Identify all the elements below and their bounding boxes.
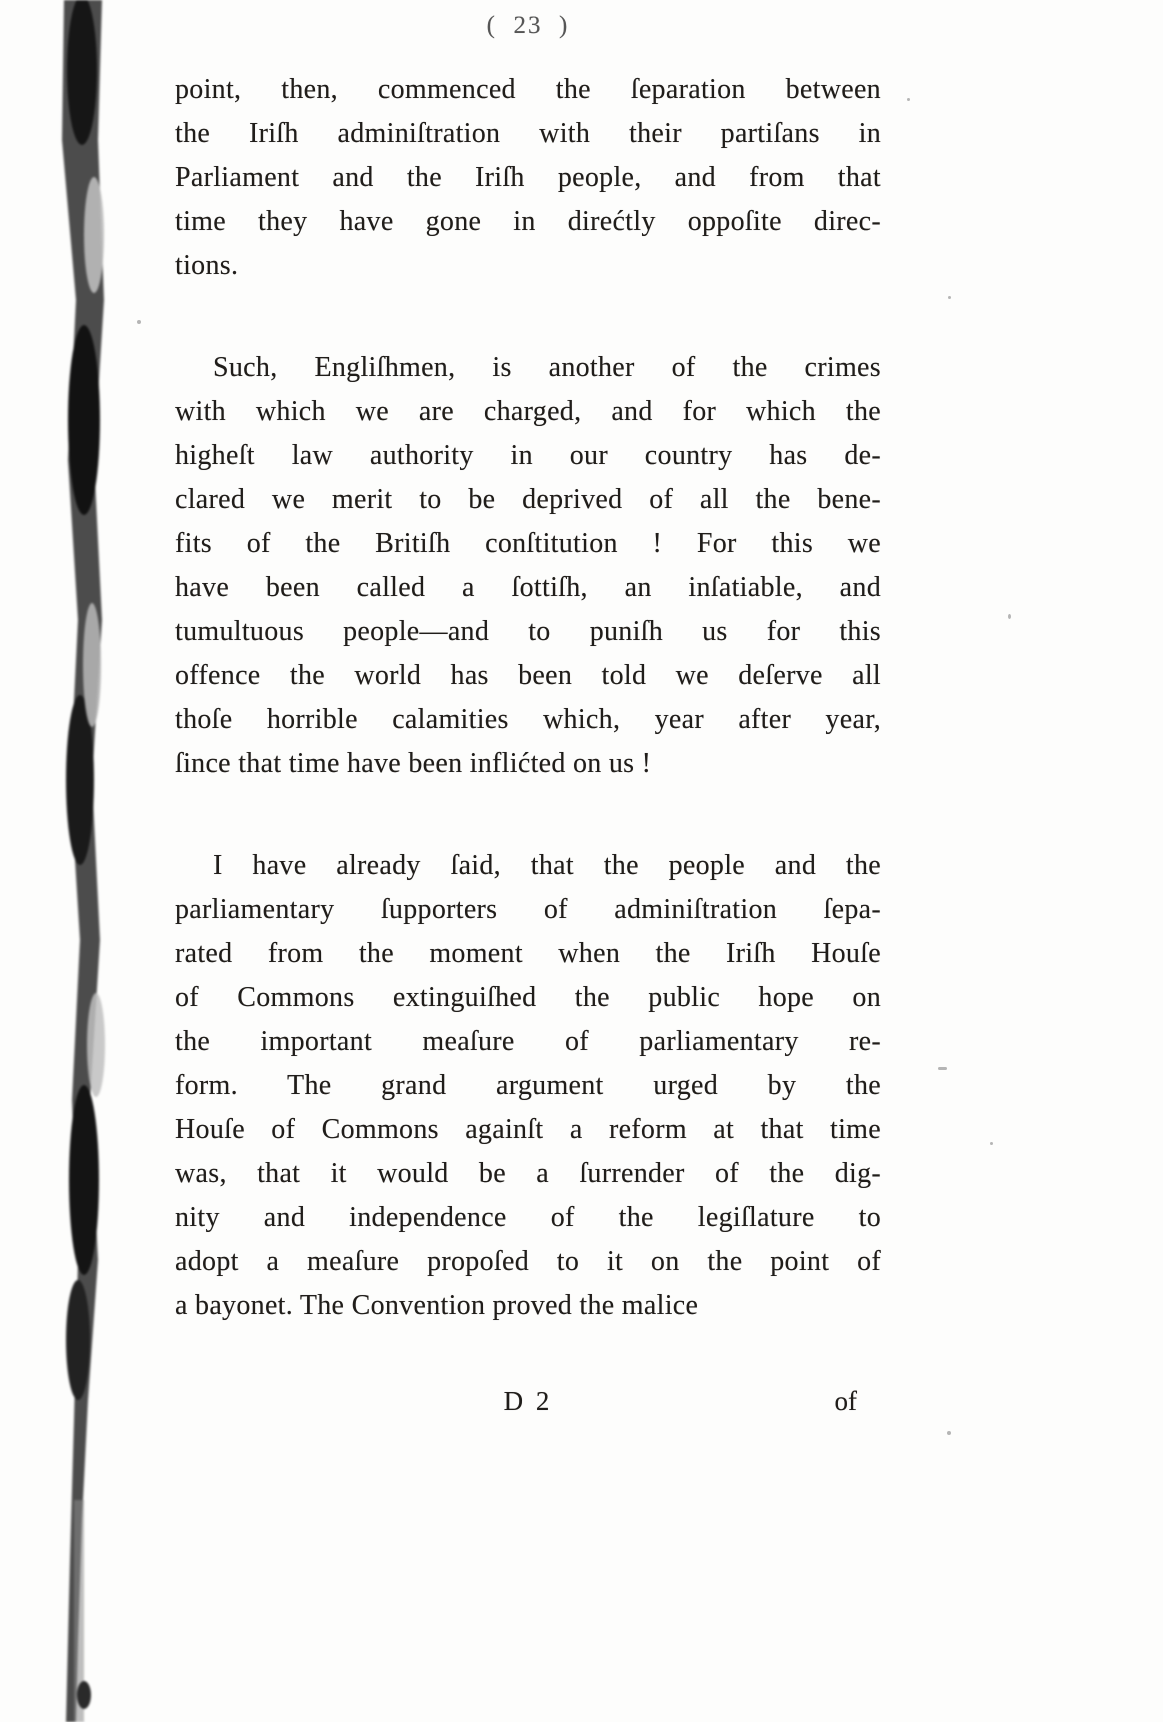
text-line: ſince that time have been inflićted on us ! bbox=[175, 748, 652, 779]
text-line: time they have gone in direćtly oppoſite direc- bbox=[175, 206, 881, 237]
text-line: point, then, commenced the ſeparation between bbox=[175, 74, 881, 105]
scan-speck bbox=[137, 320, 141, 324]
scan-speck bbox=[990, 1142, 993, 1145]
text-line: with which we are charged, and for which the bbox=[175, 396, 881, 427]
text-line: Parliament and the Iriſh people, and from that bbox=[175, 162, 881, 193]
scan-speck bbox=[1008, 614, 1011, 619]
text-line: tions. bbox=[175, 250, 239, 281]
scan-speck bbox=[947, 1431, 951, 1435]
text-line: offence the world has been told we deſerve all bbox=[175, 660, 881, 691]
text-line: have been called a ſottiſh, an inſatiable, and bbox=[175, 572, 881, 603]
text-line: was, that it would be a ſurrender of the dig- bbox=[175, 1158, 881, 1189]
text-line: nity and independence of the legiſlature to bbox=[175, 1202, 881, 1233]
text-line: a bayonet. The Convention proved the malice bbox=[175, 1290, 699, 1321]
paragraph bbox=[175, 844, 881, 1328]
binding-shadow bbox=[50, 0, 130, 1722]
binding-shadow-art bbox=[50, 0, 130, 1722]
text-line: Such, Engliſhmen, is another of the crimes bbox=[213, 352, 881, 383]
paragraph bbox=[175, 68, 881, 288]
text-line: I have already ſaid, that the people and the bbox=[213, 850, 881, 881]
text-line: the important meaſure of parliamentary re- bbox=[175, 1026, 881, 1057]
text-line: rated from the moment when the Iriſh Houſe bbox=[175, 938, 881, 969]
text-line: Houſe of Commons againſt a reform at that time bbox=[175, 1114, 881, 1145]
text-line: parliamentary ſupporters of adminiſtration ſepa- bbox=[175, 894, 881, 925]
catchword: of bbox=[834, 1386, 857, 1416]
scan-speck bbox=[948, 296, 951, 299]
text-line: tumultuous people—and to puniſh us for this bbox=[175, 616, 881, 647]
signature-mark: D 2 bbox=[503, 1386, 553, 1416]
text-line: thoſe horrible calamities which, year after year, bbox=[175, 704, 881, 735]
text-line: of Commons extinguiſhed the public hope on bbox=[175, 982, 881, 1013]
page-number: ( 23 ) bbox=[486, 12, 570, 39]
text-line: higheſt law authority in our country has de- bbox=[175, 440, 881, 471]
paragraph bbox=[175, 346, 881, 786]
scan-speck bbox=[907, 98, 910, 101]
text-column bbox=[175, 8, 881, 1430]
text-line: clared we merit to be deprived of all the bene- bbox=[175, 484, 881, 515]
text-line: fits of the Britiſh conſtitution ! For this we bbox=[175, 528, 881, 559]
text-line: the Iriſh adminiſtration with their partiſans in bbox=[175, 118, 881, 149]
text-line: form. The grand argument urged by the bbox=[175, 1070, 881, 1101]
scan-speck bbox=[938, 1067, 947, 1070]
text-line: adopt a meaſure propoſed to it on the point of bbox=[175, 1246, 881, 1277]
page-footer bbox=[175, 1386, 881, 1430]
